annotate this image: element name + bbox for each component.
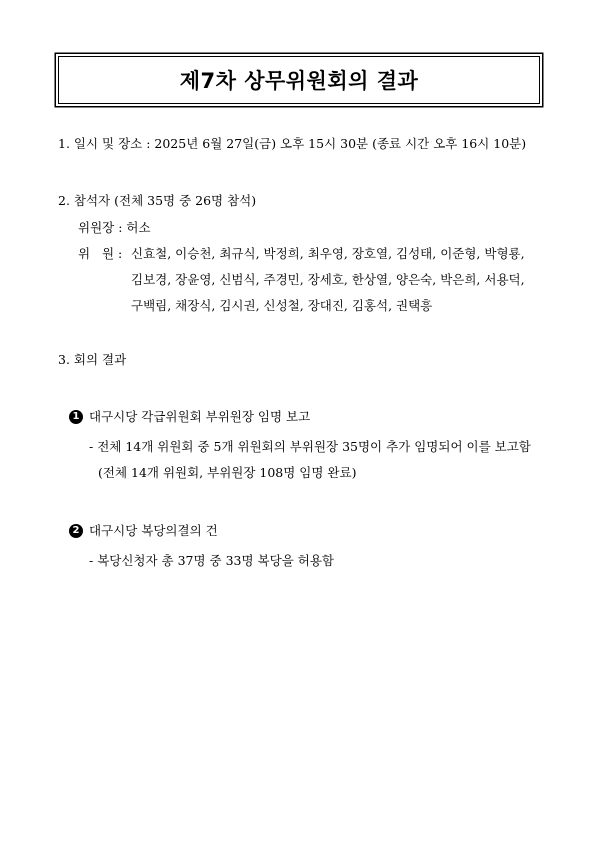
result-item-title-text: 대구시당 각급위원회 부위원장 임명 보고 xyxy=(89,409,311,424)
section-results xyxy=(58,352,126,368)
number-one-icon: 1 xyxy=(69,410,83,424)
section-attendees xyxy=(58,193,256,209)
result-item-line: - 복당신청자 총 37명 중 33명 복당을 허용함 xyxy=(89,553,334,568)
attendees-heading: 참석자 (전체 35명 중 26명 참석) xyxy=(73,193,257,208)
members-label-row xyxy=(78,246,122,262)
members-line: 구백림, 채장식, 김시권, 신성철, 장대진, 김홍석, 권택흥 xyxy=(131,298,433,313)
section-number: 1. xyxy=(58,136,70,151)
number-two-icon: 2 xyxy=(69,524,83,538)
document-title: 제7차 상무위원회의 결과 xyxy=(179,69,419,93)
members-line: 신효철, 이승천, 최규식, 박정희, 최우영, 장호열, 김성태, 이준형, 박형룡, xyxy=(131,246,525,261)
result-item-line: - 전체 14개 위원회 중 5개 위원회의 부위원장 35명이 추가 임명되어 이를 보고함 xyxy=(89,439,531,454)
section-number: 3. xyxy=(58,352,70,367)
section-number: 2. xyxy=(58,193,70,208)
chair-name: 허소 xyxy=(126,220,151,235)
result-item-title-text: 대구시당 복당의결의 건 xyxy=(89,523,218,538)
members-label: 위 원 xyxy=(78,246,115,261)
members-line: 김보경, 장윤영, 신범식, 주경민, 장세호, 한상열, 양은숙, 박은희, 서용덕, xyxy=(131,272,525,287)
chair-separator: : xyxy=(118,220,127,235)
chair-label: 위원장 xyxy=(78,220,115,235)
chair-row xyxy=(78,220,151,236)
result-item-line: (전체 14개 위원회, 부위원장 108명 임명 완료) xyxy=(98,465,357,480)
members-separator: : xyxy=(114,246,123,261)
result-item-title xyxy=(69,523,218,539)
result-item-title xyxy=(69,409,310,425)
results-heading: 회의 결과 xyxy=(73,352,127,367)
meeting-info: 일시 및 장소 : 2025년 6월 27일(금) 오후 15시 30분 (종료 시간 오후 16시 10분) xyxy=(73,136,527,151)
section-meeting xyxy=(58,136,526,152)
title-box xyxy=(58,56,540,104)
